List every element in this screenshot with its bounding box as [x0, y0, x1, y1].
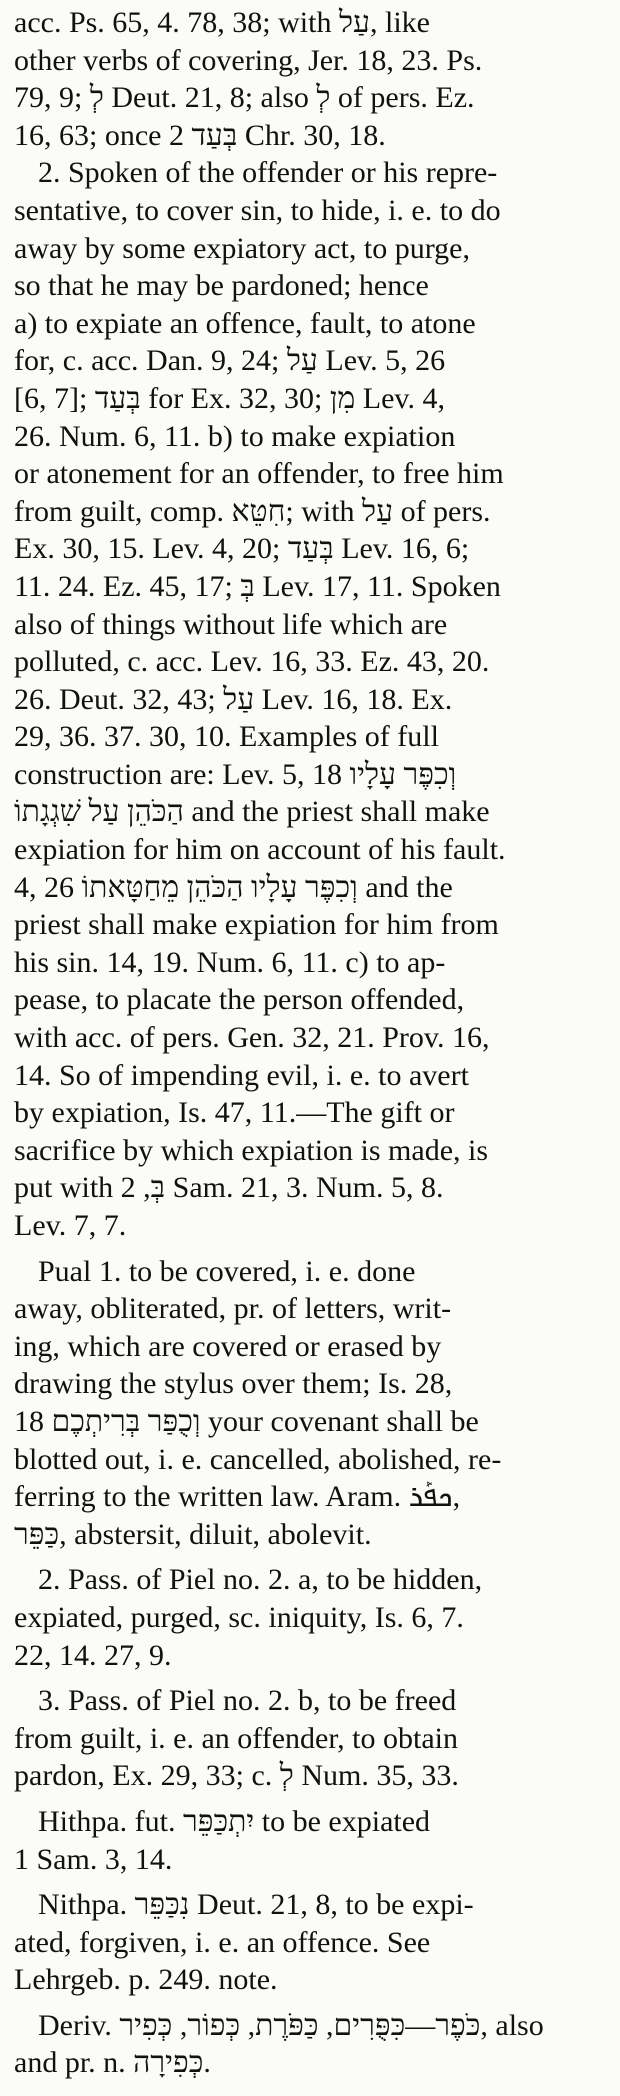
text-line: כַּפֵּר, abstersit, diluit, abolevit.	[14, 1517, 372, 1551]
text-line: construction are: Lev. 5, 18 וְכִפֶּר עָלָיו	[14, 757, 457, 791]
text-line: sentative, to cover sin, to hide, i. e. to do	[14, 193, 501, 227]
text-line: ferring to the written law. Aram. ܟܦܰܪ,	[14, 1480, 461, 1514]
text-line: ing, which are covered or erased by	[14, 1329, 442, 1363]
text-line: drawing the stylus over them; Is. 28,	[14, 1367, 453, 1401]
text-line: 26. Num. 6, 11. b) to make expiation	[14, 419, 456, 453]
text-line: [6, 7]; בְּעַד for Ex. 32, 30; מִן Lev. 4,	[14, 381, 445, 415]
text-line: Ex. 30, 15. Lev. 4, 20; בְּעַד Lev. 16, 6;	[14, 532, 470, 566]
pual-paragraph	[14, 1253, 598, 1554]
text-line: priest shall make expiation for him from	[14, 908, 499, 942]
text-line: from guilt, comp. חִטֵּא; with עַל of pers.	[14, 494, 491, 528]
continuation-paragraph	[14, 4, 598, 154]
text-line: for, c. acc. Dan. 9, 24; עַל Lev. 5, 26	[14, 344, 446, 378]
text-line: 79, 9; לְ Deut. 21, 8; also לְ of pers. Ez.	[14, 81, 475, 115]
text-line: 18 וְכֻפַּר בְּרִיתְכֶם your covenant shall be	[14, 1404, 479, 1438]
text-line: Pual 1. to be covered, i. e. done	[38, 1254, 416, 1288]
text-line: 16, 63; once בְּעַד 2 Chr. 30, 18.	[14, 118, 386, 152]
text-line: pardon, Ex. 29, 33; c. לְ Num. 35, 33.	[14, 1759, 459, 1793]
text-line: 3. Pass. of Piel no. 2. b, to be freed	[38, 1684, 457, 1718]
text-line: Nithpa. נִכַּפֵּר Deut. 21, 8, to be expi-	[38, 1888, 474, 1922]
text-line: הַכֹּהֵן עַל שִׁגְגָתוֹ and the priest shall make	[14, 795, 490, 829]
text-line: his sin. 14, 19. Num. 6, 11. c) to ap-	[14, 945, 446, 979]
text-line: Lehrgeb. p. 249. note.	[14, 1963, 278, 1997]
text-line: pease, to placate the person offended,	[14, 983, 465, 1017]
hithpa-paragraph	[14, 1803, 598, 1878]
derivatives-paragraph	[14, 2007, 598, 2082]
text-line: polluted, c. acc. Lev. 16, 33. Ez. 43, 20.	[14, 645, 490, 679]
text-line: away by some expiatory act, to purge,	[14, 231, 470, 265]
text-line: with acc. of pers. Gen. 32, 21. Prov. 16,	[14, 1021, 490, 1055]
text-line: put with בְּ, 2 Sam. 21, 3. Num. 5, 8.	[14, 1171, 444, 1205]
text-line: 2. Spoken of the offender or his repre-	[38, 156, 498, 190]
text-line: expiation for him on account of his fault.	[14, 833, 506, 867]
text-line: 22, 14. 27, 9.	[14, 1638, 172, 1672]
text-line: Hithpa. fut. יִתְכַּפֵּר to be expiated	[38, 1804, 431, 1838]
text-line: other verbs of covering, Jer. 18, 23. Ps.	[14, 43, 483, 77]
nithpa-paragraph	[14, 1886, 598, 1999]
text-line: ated, forgiven, i. e. an offence. See	[14, 1925, 431, 1959]
text-line: by expiation, Is. 47, 11.—The gift or	[14, 1096, 455, 1130]
text-line: from guilt, i. e. an offender, to obtain	[14, 1721, 458, 1755]
text-line: 4, 26 וְכִפֶּר עָלָיו הַכֹּהֵן מֵחַטָּאתוֹ and the	[14, 870, 453, 904]
text-line: 1 Sam. 3, 14.	[14, 1842, 173, 1876]
text-line: 2. Pass. of Piel no. 2. a, to be hidden,	[38, 1563, 483, 1597]
text-line: 14. So of impending evil, i. e. to avert	[14, 1058, 469, 1092]
text-line: away, obliterated, pr. of letters, writ-	[14, 1292, 452, 1326]
text-line: Lev. 7, 7.	[14, 1209, 127, 1242]
text-line: sacrifice by which expiation is made, is	[14, 1133, 489, 1167]
text-line: expiated, purged, sc. iniquity, Is. 6, 7.	[14, 1600, 464, 1634]
text-line: 29, 36. 37. 30, 10. Examples of full	[14, 720, 439, 754]
text-line: blotted out, i. e. cancelled, abolished, re-	[14, 1442, 502, 1476]
text-line: acc. Ps. 65, 4. 78, 38; with עַל, like	[14, 6, 430, 39]
text-line: also of things without life which are	[14, 607, 448, 641]
text-line: Deriv. כֹּפֶר—כִּפֻּרִים, כַּפֹּרֶת, כְּפוֹר, כְּפִיר, also	[38, 2008, 544, 2042]
sense-2-paragraph	[14, 154, 598, 1244]
text-line: 26. Deut. 32, 43; עַל Lev. 16, 18. Ex.	[14, 682, 453, 716]
text-line: and pr. n. כְּפִירָה.	[14, 2046, 211, 2080]
pual-2-paragraph	[14, 1561, 598, 1674]
pual-3-paragraph	[14, 1682, 598, 1795]
text-line: 11. 24. Ez. 45, 17; בְּ Lev. 17, 11. Spoken	[14, 569, 501, 603]
text-line: or atonement for an offender, to free him	[14, 457, 504, 491]
text-line: so that he may be pardoned; hence	[14, 269, 429, 303]
text-line: a) to expiate an offence, fault, to atone	[14, 306, 476, 340]
